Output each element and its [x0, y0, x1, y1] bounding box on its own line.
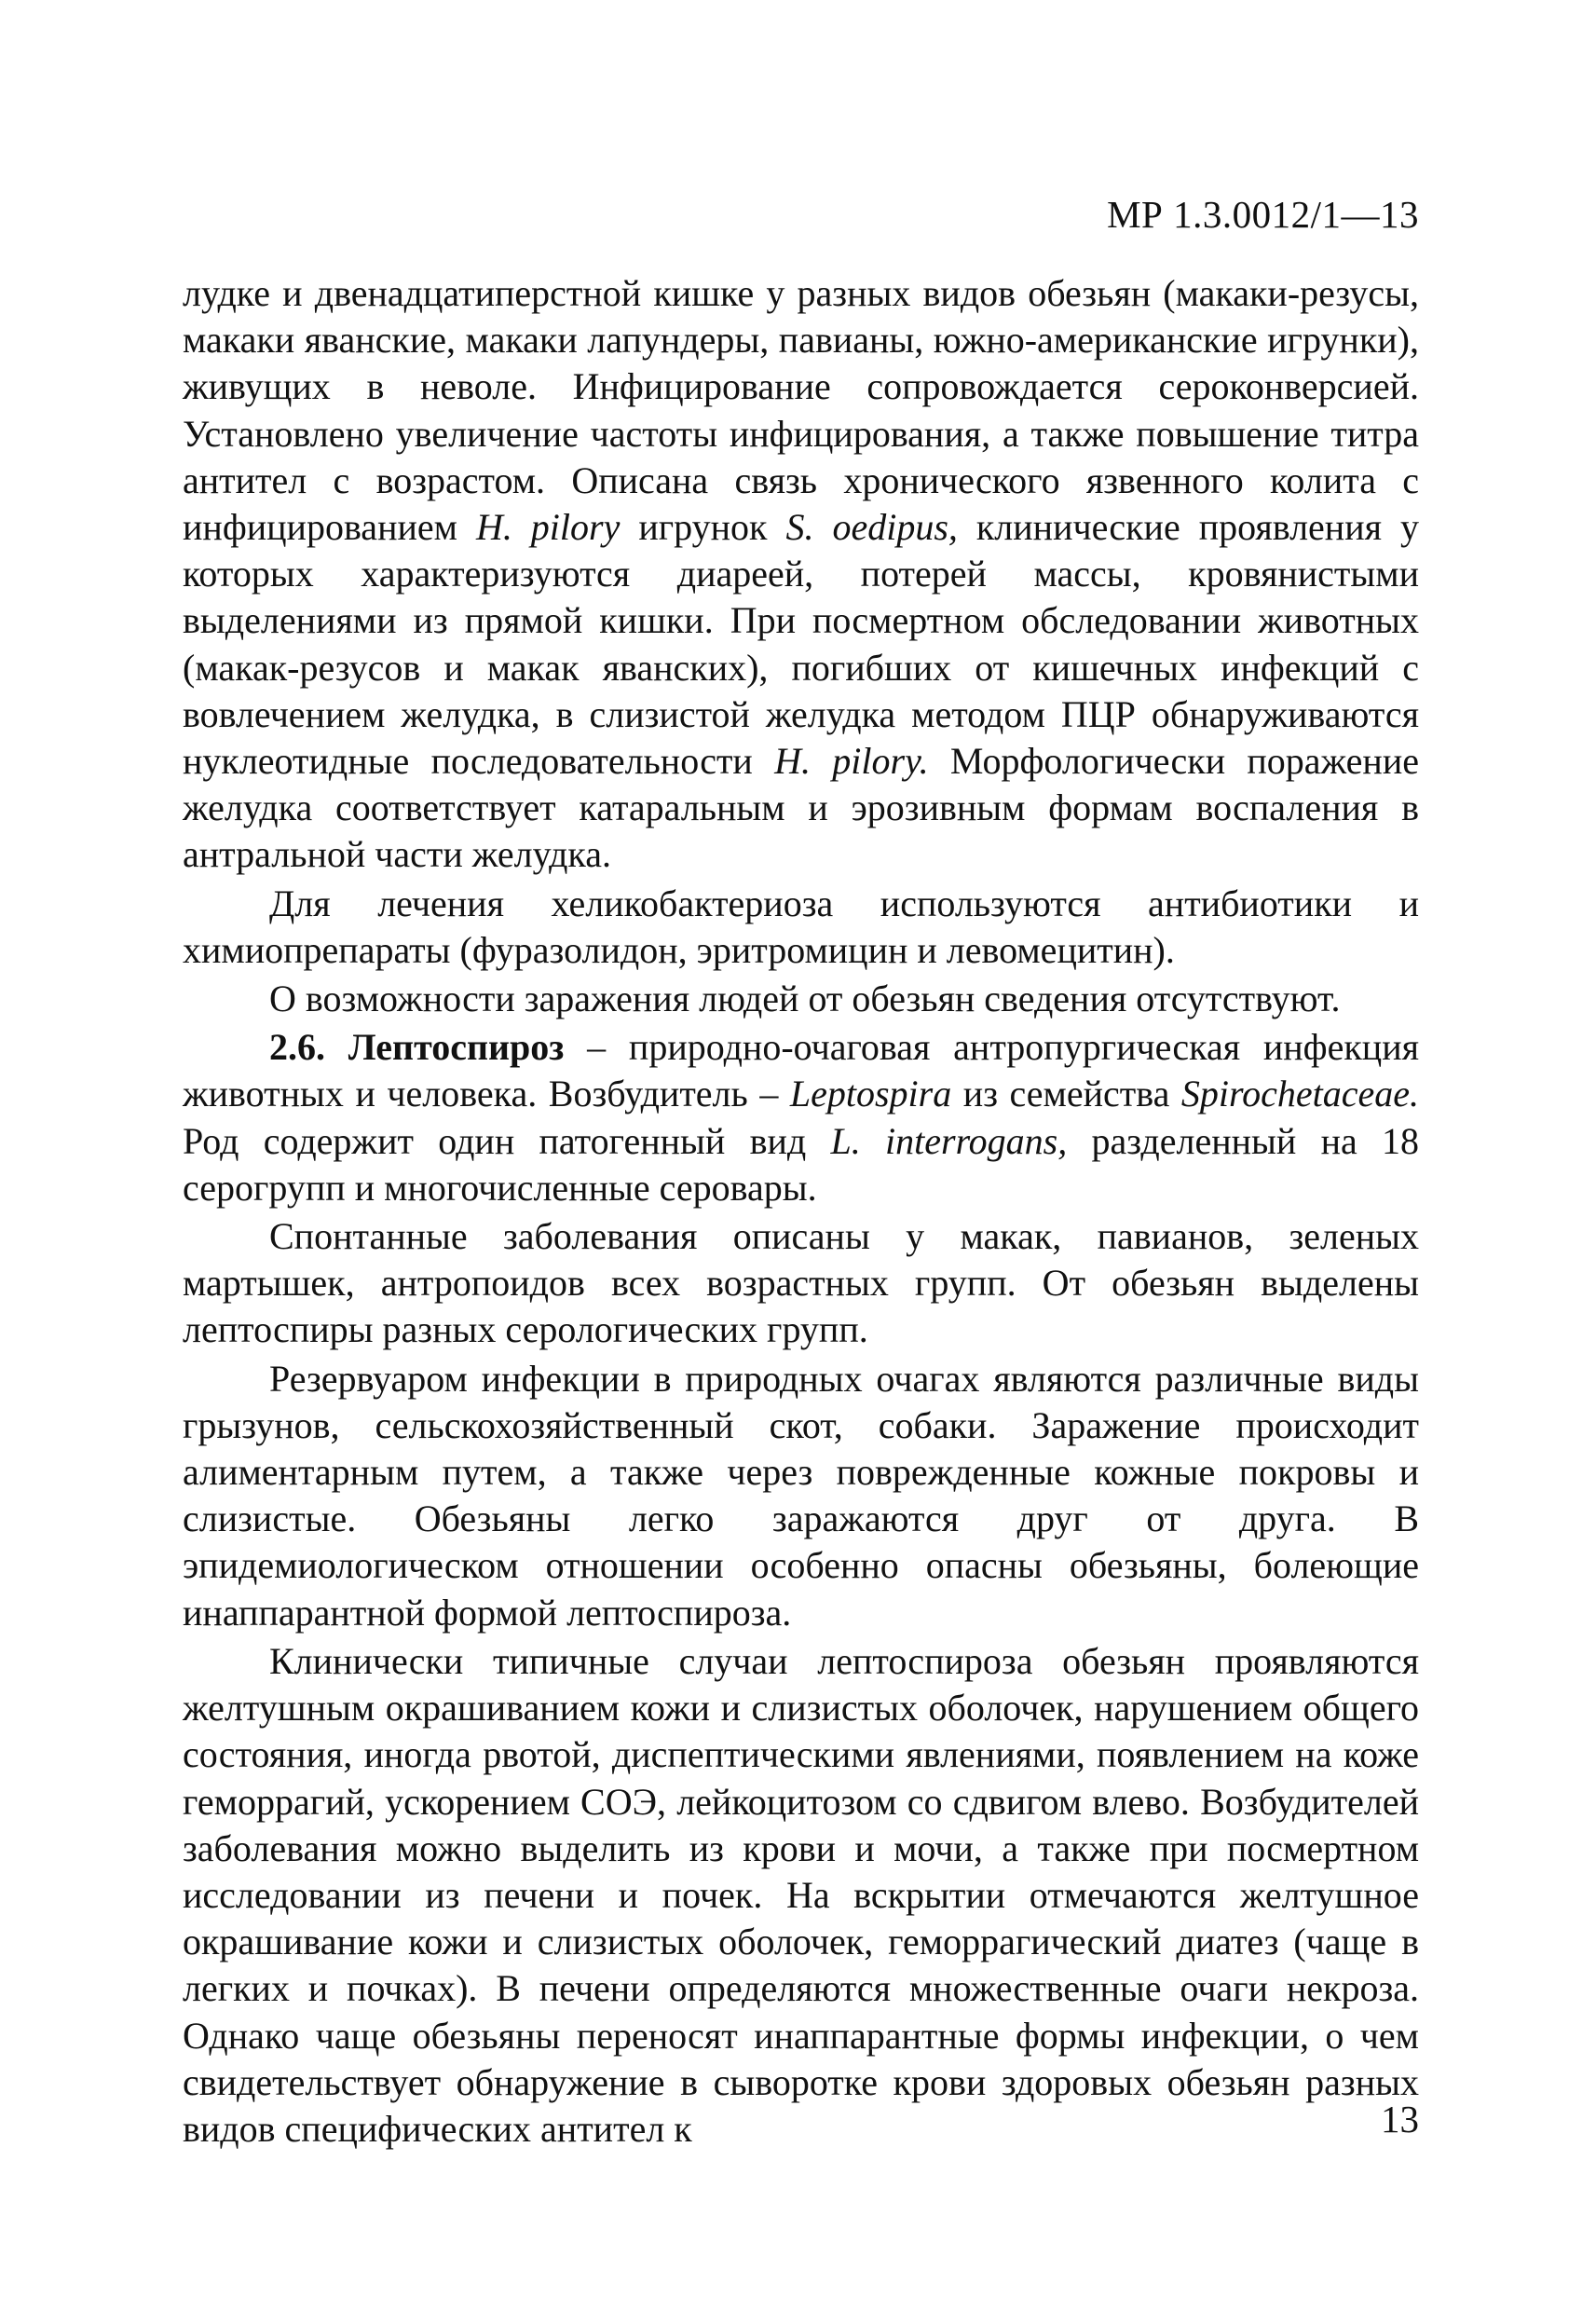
text-run: лудке и двенадцатиперстной кишке у разных видов обезьян (макаки-резусы, макаки яванские, макаки лапундеры, павианы, южно-американские игрунки), живущих в неволе. Инфицирование сопровождается сероконверсией. Установлено увеличение частоты инфицирования, а также повышение титра антител с возрастом. Описана связь хронического язвенного колита с инфицированием [183, 272, 1419, 549]
text-run: Морфологически поражение желудка соответствует катаральным и эрозивным формам воспаления в антральной части желудка. [183, 740, 1419, 876]
italic-term: S. oedipus, [785, 506, 958, 549]
text-run: Спонтанные заболевания описаны у макак, павианов, зеленых мартышек, антропоидов всех возрастных групп. От обезьян выделены лептоспиры разных серологических групп. [183, 1215, 1419, 1351]
text-run: Для лечения хеликобактериоза используются антибиотики и химиопрепараты (фуразолидон, эритромицин и левомецитин). [183, 882, 1419, 971]
text-run: из семейства [951, 1073, 1181, 1115]
italic-term: Leptospira [789, 1073, 952, 1115]
paragraph-p5 [183, 1213, 1419, 1354]
text-run: Род содержит один патогенный вид [183, 1119, 831, 1162]
document-code-header: МР 1.3.0012/1—13 [1107, 193, 1419, 236]
page-number: 13 [1381, 2098, 1419, 2140]
paragraph-p7 [183, 1638, 1419, 2153]
text-run: игрунок [620, 506, 786, 549]
text-run: Резервуаром инфекции в природных очагах являются различные виды грызунов, сельскохозяйственный скот, собаки. Заражение происходит алиментарным путем, а также через поврежденные кожные покровы и слизистые. Обезьяны легко заражаются друг от друга. В эпидемиологическом отношении особенно опасны обезьяны, болеющие инаппарантной формой лептоспироза. [183, 1357, 1419, 1634]
paragraph-p4 [183, 1024, 1419, 1211]
text-run: – природно-очаговая антропургическая инфекция животных и человека. Возбудитель – [183, 1026, 1420, 1115]
document-body [183, 270, 1419, 2153]
paragraph-p1 [183, 270, 1419, 879]
section-heading: 2.6. Лептоспироз [269, 1026, 565, 1069]
italic-term: L. interrogans, [830, 1119, 1068, 1162]
text-run: клинические проявления у которых характеризуются диареей, потерей массы, кровянистыми выделениями из прямой кишки. При посмертном обследовании животных (макак-резусов и макак яванских), погибших от кишечных инфекций с вовлечением желудка, в слизистой желудка методом ПЦР обнаруживаются нуклеотидные последовательности [183, 506, 1420, 783]
paragraph-p3 [183, 976, 1419, 1022]
paragraph-p6 [183, 1356, 1419, 1636]
paragraph-p2 [183, 881, 1419, 974]
text-run: Клинически типичные случаи лептоспироза обезьян проявляются желтушным окрашиванием кожи и слизистых оболочек, нарушением общего состояния, иногда рвотой, диспептическими явлениями, появлением на коже геморрагий, ускорением СОЭ, лейкоцитозом со сдвигом влево. Возбудителей заболевания можно выделить из крови и мочи, а также при посмертном исследовании из печени и почек. На вскрытии отмечаются желтушное окрашивание кожи и слизистых оболочек, геморрагический диатез (чаще в легких и почках). В печени определяются множественные очаги некроза. Однако чаще обезьяны переносят инаппарантные формы инфекции, о чем свидетельствует обнаружение в сыворотке крови здоровых обезьян разных видов специфических антител к [183, 1639, 1419, 2150]
italic-term: H. pilory. [774, 740, 929, 783]
text-run: разделенный на 18 серогрупп и многочисленные серовары. [183, 1119, 1420, 1209]
italic-term: Spirochetaceae. [1180, 1073, 1419, 1115]
text-run: О возможности заражения людей от обезьян сведения отсутствуют. [269, 978, 1341, 1020]
italic-term: H. pilory [475, 506, 621, 549]
